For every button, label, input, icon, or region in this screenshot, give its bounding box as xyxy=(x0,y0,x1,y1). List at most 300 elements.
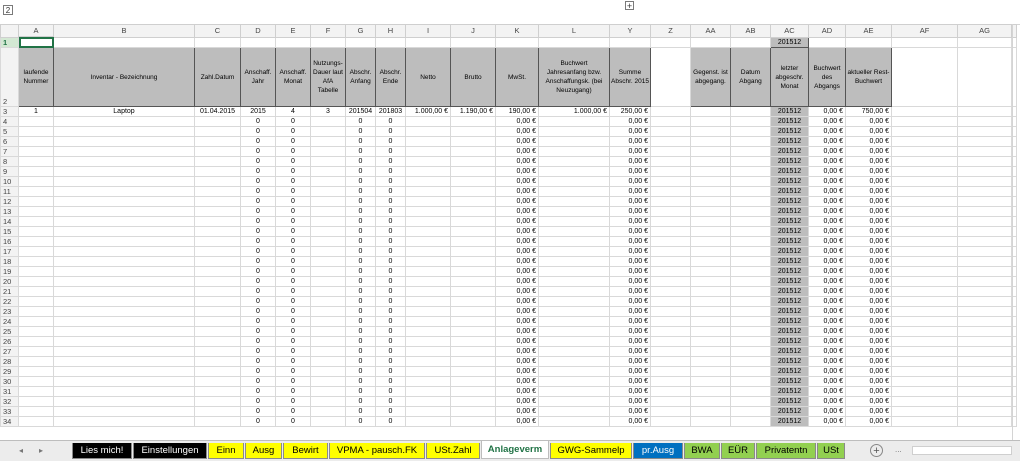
cell-l[interactable] xyxy=(539,267,610,277)
cell-af[interactable] xyxy=(892,127,958,137)
cell-c1[interactable] xyxy=(195,37,241,48)
cell-ae[interactable]: 0,00 € xyxy=(846,157,892,167)
cell-l[interactable] xyxy=(539,237,610,247)
header-cell-k[interactable]: MwSt. xyxy=(496,48,539,107)
cell-b[interactable] xyxy=(54,297,195,307)
cell-y[interactable]: 0,00 € xyxy=(610,327,651,337)
cell-j[interactable] xyxy=(451,117,496,127)
cell-l[interactable] xyxy=(539,197,610,207)
cell-b1[interactable] xyxy=(54,37,195,48)
cell-a[interactable] xyxy=(19,417,54,427)
cell-e[interactable]: 0 xyxy=(276,357,311,367)
cell-j[interactable] xyxy=(451,357,496,367)
cell-ab[interactable] xyxy=(731,257,771,267)
cell-g[interactable]: 0 xyxy=(346,387,376,397)
cell-i[interactable] xyxy=(406,167,451,177)
cell-f[interactable]: 3 xyxy=(311,107,346,117)
header-cell-a[interactable]: laufende Nummer xyxy=(19,48,54,107)
cell-f[interactable] xyxy=(311,307,346,317)
cell-g[interactable]: 0 xyxy=(346,217,376,227)
cell-j[interactable] xyxy=(451,367,496,377)
cell-z[interactable] xyxy=(651,207,691,217)
row-header[interactable]: 14 xyxy=(1,217,19,227)
cell-c[interactable] xyxy=(195,177,241,187)
cell-l[interactable] xyxy=(539,277,610,287)
cell-d[interactable]: 0 xyxy=(241,247,276,257)
cell-e[interactable]: 0 xyxy=(276,367,311,377)
header-cell-h[interactable]: Abschr. Ende xyxy=(376,48,406,107)
cell-z[interactable] xyxy=(651,127,691,137)
cell-g[interactable]: 0 xyxy=(346,237,376,247)
cell-z[interactable] xyxy=(651,377,691,387)
cell-b[interactable]: Laptop xyxy=(54,107,195,117)
cell-k[interactable]: 0,00 € xyxy=(496,187,539,197)
cell-ae[interactable]: 0,00 € xyxy=(846,257,892,267)
horizontal-scrollbar[interactable] xyxy=(912,446,1012,455)
cell-f[interactable] xyxy=(311,217,346,227)
cell-af[interactable] xyxy=(892,397,958,407)
header-cell-j[interactable]: Brutto xyxy=(451,48,496,107)
cell-g[interactable]: 0 xyxy=(346,317,376,327)
cell-h[interactable]: 0 xyxy=(376,267,406,277)
cell-af[interactable] xyxy=(892,407,958,417)
cell-b[interactable] xyxy=(54,277,195,287)
row-header[interactable]: 1 xyxy=(1,37,19,48)
cell-i[interactable] xyxy=(406,177,451,187)
column-header-ab[interactable]: AB xyxy=(731,25,771,38)
cell-d[interactable]: 0 xyxy=(241,207,276,217)
cell-a[interactable] xyxy=(19,407,54,417)
cell-k[interactable]: 0,00 € xyxy=(496,297,539,307)
cell-d[interactable]: 2015 xyxy=(241,107,276,117)
cell-j[interactable] xyxy=(451,257,496,267)
cell-af[interactable] xyxy=(892,157,958,167)
cell-e[interactable]: 0 xyxy=(276,187,311,197)
header-cell-ae[interactable]: aktueller Rest-Buchwert xyxy=(846,48,892,107)
cell-h[interactable]: 0 xyxy=(376,307,406,317)
cell-y[interactable]: 0,00 € xyxy=(610,217,651,227)
cell-l[interactable] xyxy=(539,307,610,317)
cell-j1[interactable] xyxy=(451,37,496,48)
cell-y[interactable]: 0,00 € xyxy=(610,277,651,287)
cell-k[interactable]: 0,00 € xyxy=(496,147,539,157)
cell-l[interactable] xyxy=(539,297,610,307)
cell-h[interactable]: 0 xyxy=(376,277,406,287)
header-cell-e[interactable]: Anschaff. Monat xyxy=(276,48,311,107)
cell-y[interactable]: 0,00 € xyxy=(610,267,651,277)
cell-h[interactable]: 0 xyxy=(376,147,406,157)
row-header[interactable]: 28 xyxy=(1,357,19,367)
cell-j[interactable] xyxy=(451,377,496,387)
cell-ad[interactable]: 0,00 € xyxy=(809,207,846,217)
cell-aa[interactable] xyxy=(691,187,731,197)
cell-d[interactable]: 0 xyxy=(241,197,276,207)
cell-y[interactable]: 0,00 € xyxy=(610,137,651,147)
cell-g[interactable]: 0 xyxy=(346,177,376,187)
row-header[interactable]: 10 xyxy=(1,177,19,187)
cell-ad[interactable]: 0,00 € xyxy=(809,277,846,287)
cell-c[interactable] xyxy=(195,257,241,267)
cell-l[interactable] xyxy=(539,257,610,267)
cell-a[interactable] xyxy=(19,377,54,387)
cell-f[interactable] xyxy=(311,257,346,267)
cell-c[interactable] xyxy=(195,307,241,317)
cell-g[interactable]: 0 xyxy=(346,297,376,307)
cell-d[interactable]: 0 xyxy=(241,177,276,187)
cell-z[interactable] xyxy=(651,397,691,407)
cell-a[interactable] xyxy=(19,157,54,167)
cell-h[interactable]: 0 xyxy=(376,357,406,367)
cell-k[interactable]: 0,00 € xyxy=(496,347,539,357)
cell-ag[interactable] xyxy=(958,217,1012,227)
cell-e[interactable]: 0 xyxy=(276,277,311,287)
cell-c[interactable] xyxy=(195,287,241,297)
cell-l[interactable]: 1.000,00 € xyxy=(539,107,610,117)
tab-next-icon[interactable]: ▸ xyxy=(38,446,43,455)
cell-k[interactable]: 0,00 € xyxy=(496,307,539,317)
cell-h[interactable]: 0 xyxy=(376,407,406,417)
cell-k[interactable]: 0,00 € xyxy=(496,397,539,407)
cell-a[interactable] xyxy=(19,327,54,337)
cell-ad[interactable]: 0,00 € xyxy=(809,327,846,337)
cell-ag[interactable] xyxy=(958,387,1012,397)
cell-g[interactable]: 0 xyxy=(346,257,376,267)
cell-i[interactable] xyxy=(406,337,451,347)
cell-af[interactable] xyxy=(892,277,958,287)
cell-ae[interactable]: 0,00 € xyxy=(846,207,892,217)
cell-h[interactable]: 0 xyxy=(376,327,406,337)
cell-d[interactable]: 0 xyxy=(241,257,276,267)
header-cell-z[interactable] xyxy=(651,48,691,107)
cell-j[interactable] xyxy=(451,297,496,307)
cell-ad[interactable]: 0,00 € xyxy=(809,237,846,247)
cell-y[interactable]: 0,00 € xyxy=(610,357,651,367)
cell-k[interactable]: 0,00 € xyxy=(496,327,539,337)
cell-f[interactable] xyxy=(311,417,346,427)
cell-ab[interactable] xyxy=(731,237,771,247)
cell-ae[interactable]: 0,00 € xyxy=(846,137,892,147)
cell-ae[interactable]: 0,00 € xyxy=(846,237,892,247)
cell-b[interactable] xyxy=(54,317,195,327)
cell-d[interactable]: 0 xyxy=(241,237,276,247)
header-cell-aa[interactable]: Gegenst. ist abgegang. xyxy=(691,48,731,107)
cell-aa1[interactable] xyxy=(691,37,731,48)
cell-d[interactable]: 0 xyxy=(241,137,276,147)
cell-c[interactable] xyxy=(195,147,241,157)
cell-k[interactable]: 0,00 € xyxy=(496,137,539,147)
cell-k[interactable]: 0,00 € xyxy=(496,377,539,387)
cell-i[interactable] xyxy=(406,217,451,227)
cell-h[interactable]: 0 xyxy=(376,227,406,237)
header-cell-y[interactable]: Summe Abschr. 2015 xyxy=(610,48,651,107)
cell-ag[interactable] xyxy=(958,227,1012,237)
cell-e[interactable]: 0 xyxy=(276,217,311,227)
cell-aa[interactable] xyxy=(691,357,731,367)
cell-aa[interactable] xyxy=(691,157,731,167)
cell-af[interactable] xyxy=(892,357,958,367)
cell-ac[interactable]: 201512 xyxy=(771,387,809,397)
cell-f[interactable] xyxy=(311,327,346,337)
cell-g[interactable]: 0 xyxy=(346,227,376,237)
cell-d[interactable]: 0 xyxy=(241,117,276,127)
column-header-ad[interactable]: AD xyxy=(809,25,846,38)
cell-g[interactable]: 0 xyxy=(346,407,376,417)
cell-ad[interactable]: 0,00 € xyxy=(809,337,846,347)
sheet-tab-anlageverm[interactable]: Anlageverm xyxy=(481,441,549,459)
cell-ab[interactable] xyxy=(731,137,771,147)
cell-ab[interactable] xyxy=(731,197,771,207)
cell-e[interactable]: 0 xyxy=(276,267,311,277)
cell-b[interactable] xyxy=(54,327,195,337)
cell-c[interactable] xyxy=(195,397,241,407)
cell-ag[interactable] xyxy=(958,177,1012,187)
cell-e[interactable]: 0 xyxy=(276,417,311,427)
cell-g[interactable]: 0 xyxy=(346,207,376,217)
cell-f[interactable] xyxy=(311,407,346,417)
cell-ab[interactable] xyxy=(731,127,771,137)
cell-f[interactable] xyxy=(311,227,346,237)
row-header[interactable]: 34 xyxy=(1,417,19,427)
cell-y[interactable]: 0,00 € xyxy=(610,377,651,387)
cell-c[interactable] xyxy=(195,267,241,277)
cell-ae[interactable]: 0,00 € xyxy=(846,307,892,317)
cell-h[interactable]: 201803 xyxy=(376,107,406,117)
cell-z[interactable] xyxy=(651,247,691,257)
cell-j[interactable] xyxy=(451,167,496,177)
cell-z[interactable] xyxy=(651,327,691,337)
cell-g[interactable]: 0 xyxy=(346,137,376,147)
cell-b[interactable] xyxy=(54,367,195,377)
column-header-e[interactable]: E xyxy=(276,25,311,38)
cell-ac[interactable]: 201512 xyxy=(771,277,809,287)
cell-ac[interactable]: 201512 xyxy=(771,177,809,187)
cell-a[interactable] xyxy=(19,187,54,197)
cell-b[interactable] xyxy=(54,247,195,257)
cell-c[interactable] xyxy=(195,357,241,367)
cell-ae[interactable]: 0,00 € xyxy=(846,407,892,417)
cell-ac[interactable]: 201512 xyxy=(771,417,809,427)
cell-f[interactable] xyxy=(311,197,346,207)
cell-ab[interactable] xyxy=(731,387,771,397)
sheet-tab-bewirt[interactable]: Bewirt xyxy=(283,443,328,459)
cell-e[interactable]: 0 xyxy=(276,307,311,317)
cell-i[interactable] xyxy=(406,387,451,397)
cell-ac[interactable]: 201512 xyxy=(771,297,809,307)
header-cell-ab[interactable]: Datum Abgang xyxy=(731,48,771,107)
row-header[interactable]: 8 xyxy=(1,157,19,167)
cell-z[interactable] xyxy=(651,417,691,427)
cell-a[interactable] xyxy=(19,277,54,287)
cell-e[interactable]: 0 xyxy=(276,137,311,147)
row-header[interactable]: 27 xyxy=(1,347,19,357)
cell-ag[interactable] xyxy=(958,297,1012,307)
cell-g[interactable]: 0 xyxy=(346,157,376,167)
cell-a[interactable] xyxy=(19,137,54,147)
cell-z[interactable] xyxy=(651,187,691,197)
cell-y[interactable]: 0,00 € xyxy=(610,147,651,157)
cell-ad[interactable]: 0,00 € xyxy=(809,107,846,117)
cell-af[interactable] xyxy=(892,227,958,237)
cell-a[interactable] xyxy=(19,297,54,307)
cell-c[interactable] xyxy=(195,117,241,127)
row-header[interactable]: 20 xyxy=(1,277,19,287)
cell-ac1[interactable]: 201512 xyxy=(771,37,809,48)
cell-ac[interactable]: 201512 xyxy=(771,207,809,217)
cell-ad[interactable]: 0,00 € xyxy=(809,297,846,307)
cell-ab[interactable] xyxy=(731,167,771,177)
cell-h[interactable]: 0 xyxy=(376,177,406,187)
cell-b[interactable] xyxy=(54,417,195,427)
cell-b[interactable] xyxy=(54,227,195,237)
cell-d[interactable]: 0 xyxy=(241,417,276,427)
cell-i[interactable] xyxy=(406,347,451,357)
cell-g[interactable]: 0 xyxy=(346,197,376,207)
cell-l[interactable] xyxy=(539,417,610,427)
row-header[interactable]: 21 xyxy=(1,287,19,297)
cell-e[interactable]: 0 xyxy=(276,157,311,167)
cell-e[interactable]: 0 xyxy=(276,197,311,207)
cell-aa[interactable] xyxy=(691,127,731,137)
cell-f[interactable] xyxy=(311,237,346,247)
cell-ad[interactable]: 0,00 € xyxy=(809,247,846,257)
cell-b[interactable] xyxy=(54,147,195,157)
cell-af[interactable] xyxy=(892,257,958,267)
cell-y[interactable]: 0,00 € xyxy=(610,347,651,357)
cell-a[interactable] xyxy=(19,287,54,297)
cell-d[interactable]: 0 xyxy=(241,157,276,167)
cell-b[interactable] xyxy=(54,167,195,177)
cell-ad[interactable]: 0,00 € xyxy=(809,417,846,427)
cell-e[interactable]: 0 xyxy=(276,407,311,417)
cell-g[interactable]: 0 xyxy=(346,277,376,287)
worksheet-grid[interactable] xyxy=(0,24,1020,440)
cell-j[interactable] xyxy=(451,147,496,157)
cell-d[interactable]: 0 xyxy=(241,387,276,397)
cell-k[interactable]: 0,00 € xyxy=(496,227,539,237)
cell-ae[interactable]: 0,00 € xyxy=(846,347,892,357)
cell-ae1[interactable] xyxy=(846,37,892,48)
cell-g[interactable]: 0 xyxy=(346,377,376,387)
cell-f[interactable] xyxy=(311,297,346,307)
cell-i[interactable] xyxy=(406,117,451,127)
cell-h[interactable]: 0 xyxy=(376,377,406,387)
cell-aa[interactable] xyxy=(691,137,731,147)
cell-ae[interactable]: 0,00 € xyxy=(846,227,892,237)
cell-j[interactable] xyxy=(451,177,496,187)
cell-aa[interactable] xyxy=(691,257,731,267)
cell-ad[interactable]: 0,00 € xyxy=(809,227,846,237)
cell-z[interactable] xyxy=(651,117,691,127)
header-cell-i[interactable]: Netto xyxy=(406,48,451,107)
cell-ad[interactable]: 0,00 € xyxy=(809,197,846,207)
cell-j[interactable] xyxy=(451,337,496,347)
cell-ad[interactable]: 0,00 € xyxy=(809,147,846,157)
cell-f[interactable] xyxy=(311,177,346,187)
cell-ab[interactable] xyxy=(731,377,771,387)
cell-l[interactable] xyxy=(539,357,610,367)
cell-ae[interactable]: 0,00 € xyxy=(846,317,892,327)
cell-c[interactable] xyxy=(195,247,241,257)
select-all-corner[interactable] xyxy=(1,25,19,38)
cell-j[interactable] xyxy=(451,127,496,137)
cell-k[interactable]: 0,00 € xyxy=(496,387,539,397)
cell-ac[interactable]: 201512 xyxy=(771,397,809,407)
cell-aa[interactable] xyxy=(691,387,731,397)
cell-ad[interactable]: 0,00 € xyxy=(809,177,846,187)
cell-af[interactable] xyxy=(892,267,958,277)
cell-f[interactable] xyxy=(311,267,346,277)
cell-ad[interactable]: 0,00 € xyxy=(809,307,846,317)
cell-y[interactable]: 0,00 € xyxy=(610,247,651,257)
cell-z[interactable] xyxy=(651,387,691,397)
cell-k[interactable]: 0,00 € xyxy=(496,337,539,347)
column-header-aa[interactable]: AA xyxy=(691,25,731,38)
header-cell-d[interactable]: Anschaff. Jahr xyxy=(241,48,276,107)
cell-f[interactable] xyxy=(311,157,346,167)
row-header[interactable]: 3 xyxy=(1,107,19,117)
vertical-scrollbar[interactable] xyxy=(1012,24,1013,440)
cell-d[interactable]: 0 xyxy=(241,307,276,317)
cell-g[interactable]: 0 xyxy=(346,327,376,337)
cell-e[interactable]: 0 xyxy=(276,117,311,127)
cell-aa[interactable] xyxy=(691,177,731,187)
cell-j[interactable] xyxy=(451,227,496,237)
cell-j[interactable] xyxy=(451,397,496,407)
cell-ab[interactable] xyxy=(731,347,771,357)
cell-af[interactable] xyxy=(892,347,958,357)
cell-g[interactable]: 0 xyxy=(346,117,376,127)
sheet-tab-pr-ausg[interactable]: pr.Ausg xyxy=(633,443,683,459)
header-cell-ad[interactable]: Buchwert des Abgangs xyxy=(809,48,846,107)
cell-h[interactable]: 0 xyxy=(376,257,406,267)
sheet-tab-einstellungen[interactable]: Einstellungen xyxy=(133,443,207,459)
header-cell-ag[interactable] xyxy=(958,48,1012,107)
cell-f[interactable] xyxy=(311,277,346,287)
header-cell-c[interactable]: Zahl.Datum xyxy=(195,48,241,107)
cell-ag[interactable] xyxy=(958,367,1012,377)
cell-ae[interactable]: 0,00 € xyxy=(846,337,892,347)
cell-j[interactable] xyxy=(451,387,496,397)
cell-ad[interactable]: 0,00 € xyxy=(809,357,846,367)
cell-ag[interactable] xyxy=(958,277,1012,287)
row-header[interactable]: 7 xyxy=(1,147,19,157)
column-header-f[interactable]: F xyxy=(311,25,346,38)
row-header[interactable]: 31 xyxy=(1,387,19,397)
cell-i[interactable] xyxy=(406,287,451,297)
cell-c[interactable] xyxy=(195,197,241,207)
cell-ac[interactable]: 201512 xyxy=(771,117,809,127)
cell-k[interactable]: 0,00 € xyxy=(496,127,539,137)
cell-ae[interactable]: 0,00 € xyxy=(846,377,892,387)
cell-i[interactable] xyxy=(406,147,451,157)
cell-ac[interactable]: 201512 xyxy=(771,287,809,297)
cell-k[interactable]: 0,00 € xyxy=(496,157,539,167)
cell-g[interactable]: 0 xyxy=(346,167,376,177)
cell-ac[interactable]: 201512 xyxy=(771,377,809,387)
cell-a[interactable] xyxy=(19,247,54,257)
cell-b[interactable] xyxy=(54,387,195,397)
cell-ac[interactable]: 201512 xyxy=(771,147,809,157)
cell-d[interactable]: 0 xyxy=(241,327,276,337)
cell-z[interactable] xyxy=(651,227,691,237)
cell-g[interactable]: 0 xyxy=(346,287,376,297)
cell-af[interactable] xyxy=(892,287,958,297)
row-header[interactable]: 13 xyxy=(1,207,19,217)
cell-ad[interactable]: 0,00 € xyxy=(809,407,846,417)
cell-f[interactable] xyxy=(311,367,346,377)
cell-aa[interactable] xyxy=(691,287,731,297)
cell-g[interactable]: 201504 xyxy=(346,107,376,117)
